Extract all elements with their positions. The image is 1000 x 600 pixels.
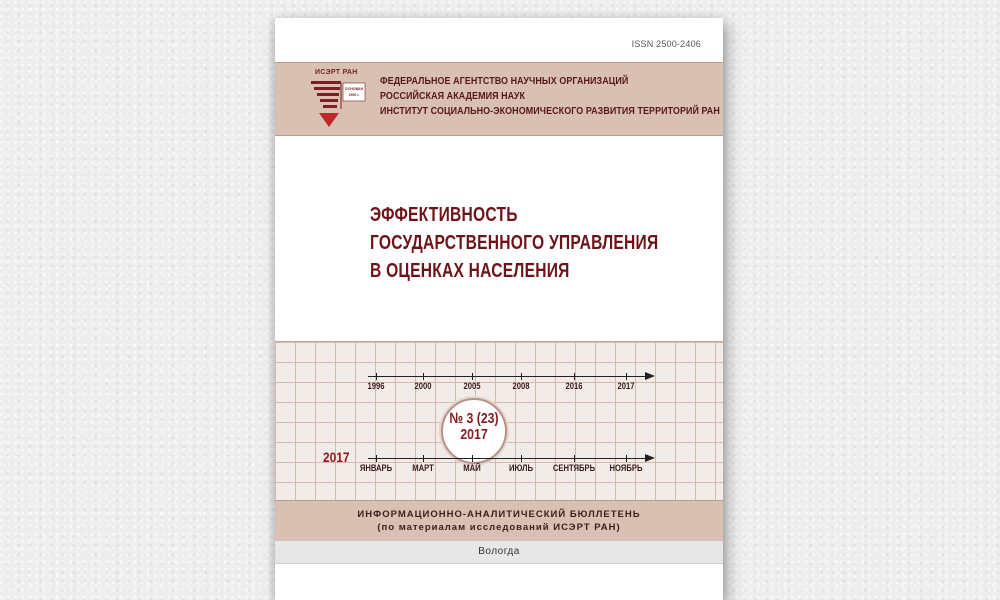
year-tick [423, 373, 424, 380]
year-tick [574, 373, 575, 380]
svg-text:1990 г.: 1990 г. [348, 93, 360, 97]
years-axis-line [368, 376, 646, 377]
months-year-label: 2017 [323, 449, 350, 465]
cover-title [370, 201, 658, 285]
month-label: ЯНВАРЬ [359, 463, 393, 473]
iseрt-logo [305, 69, 371, 129]
journal-cover [275, 18, 723, 600]
month-label: НОЯБРЬ [609, 463, 643, 473]
organization-lines [380, 74, 720, 119]
logo-mark-icon [305, 69, 371, 129]
org-line-3: ИНСТИТУТ СОЦИАЛЬНО-ЭКОНОМИЧЕСКОГО РАЗВИТИЯ ТЕРРИТОРИЙ РАН [380, 105, 720, 117]
header-band [275, 62, 723, 136]
logo-text: ИСЭРТ РАН [315, 69, 358, 76]
year-label: 1996 [367, 381, 385, 391]
year-tick [472, 373, 473, 380]
issn-number: ISSN 2500-2406 [631, 39, 701, 49]
publication-city: Вологда [275, 541, 723, 564]
bulletin-type: ИНФОРМАЦИОННО-АНАЛИТИЧЕСКИЙ БЮЛЛЕТЕНЬ [357, 509, 641, 520]
month-tick [626, 455, 627, 462]
org-line-1: ФЕДЕРАЛЬНОЕ АГЕНТСТВО НАУЧНЫХ ОРГАНИЗАЦИЙ [380, 75, 629, 87]
years-axis-arrow-icon [645, 372, 655, 380]
year-tick [376, 373, 377, 380]
title-line-1: ЭФФЕКТИВНОСТЬ [370, 204, 518, 226]
issue-number-badge [441, 398, 507, 464]
month-label: ИЮЛЬ [509, 463, 533, 473]
year-tick [626, 373, 627, 380]
year-tick [521, 373, 522, 380]
org-line-2: РОССИЙСКАЯ АКАДЕМИЯ НАУК [380, 90, 526, 102]
month-tick [472, 455, 473, 462]
title-line-2: ГОСУДАРСТВЕННОГО УПРАВЛЕНИЯ [370, 232, 659, 254]
bulletin-band [275, 500, 723, 544]
month-label: МАЙ [463, 463, 481, 473]
year-label: 2008 [512, 381, 530, 391]
month-label: СЕНТЯБРЬ [552, 463, 596, 473]
year-label: 2016 [565, 381, 583, 391]
svg-text:ОСНОВАН: ОСНОВАН [344, 87, 364, 91]
month-label: МАРТ [412, 463, 434, 473]
issue-number: № 3 (23) [449, 410, 499, 427]
months-axis-line [368, 458, 646, 459]
month-tick [521, 455, 522, 462]
year-label: 2005 [463, 381, 481, 391]
month-tick [376, 455, 377, 462]
month-tick [423, 455, 424, 462]
title-line-3: В ОЦЕНКАХ НАСЕЛЕНИЯ [370, 260, 570, 282]
month-tick [574, 455, 575, 462]
months-axis-arrow-icon [645, 454, 655, 462]
issue-year: 2017 [460, 426, 488, 443]
year-label: 2000 [414, 381, 432, 391]
year-label: 2017 [617, 381, 635, 391]
bulletin-source: (по материалам исследований ИСЭРТ РАН) [377, 522, 621, 533]
